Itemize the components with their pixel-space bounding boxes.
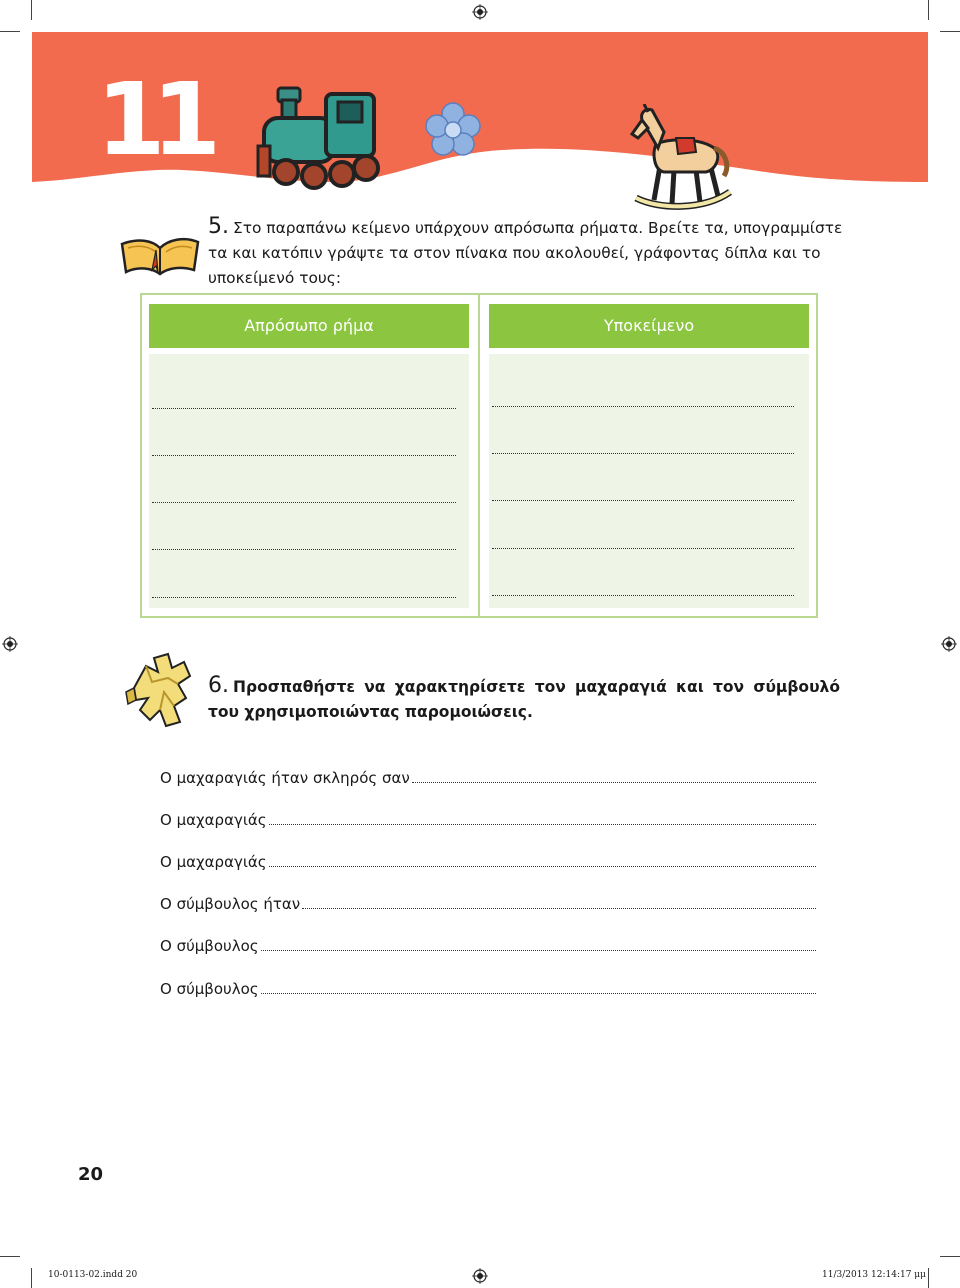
simile-sentence xyxy=(160,978,816,998)
registration-mark-icon xyxy=(472,4,488,20)
answer-line[interactable] xyxy=(412,782,816,783)
exercise-6-text: Προσπαθήστε να χαρακτηρίσετε τον μαχαραγιά και τον σύμβουλό του χρησιμοποιώντας παρομοιώσεις. xyxy=(208,678,840,721)
column-header-subject: Υποκείμενο xyxy=(489,304,809,348)
answer-line[interactable] xyxy=(492,500,794,501)
sentence-prompt: Ο μαχαραγιάς xyxy=(160,811,267,829)
exercise-5-instructions xyxy=(208,214,858,291)
chapter-number: 11 xyxy=(96,61,208,178)
column-body-subject xyxy=(489,354,809,608)
table-column-divider xyxy=(478,293,480,618)
sentence-prompt: Ο σύμβουλος xyxy=(160,980,259,998)
crop-mark xyxy=(0,31,20,32)
answer-line[interactable] xyxy=(269,824,816,825)
answer-line[interactable] xyxy=(152,597,456,598)
answer-line[interactable] xyxy=(261,993,816,994)
simile-sentence xyxy=(160,767,816,787)
simile-sentence xyxy=(160,893,816,913)
answer-line[interactable] xyxy=(492,548,794,549)
simile-sentence xyxy=(160,809,816,829)
crop-mark xyxy=(928,1268,929,1288)
crop-mark xyxy=(0,1256,20,1257)
exercise-6-number: 6. xyxy=(208,673,229,698)
toy-train-icon xyxy=(256,80,386,192)
sentence-prompt: Ο σύμβουλος xyxy=(160,937,259,955)
answer-line[interactable] xyxy=(269,866,816,867)
simile-sentence xyxy=(160,851,816,871)
exercise-5-text: Στο παραπάνω κείμενο υπάρχουν απρόσωπα ρήματα. Βρείτε τα, υπογραμμίστε τα και κατόπιν γράψτε τα στον πίνακα που ακολουθεί, γράφοντας δίπλα και το υποκείμενό τους: xyxy=(208,219,843,287)
page-number: 20 xyxy=(78,1164,104,1185)
answer-line[interactable] xyxy=(152,502,456,503)
flower-icon xyxy=(424,102,482,158)
exercise-5-number: 5. xyxy=(208,214,229,239)
column-body-impersonal-verb xyxy=(149,354,469,608)
sentence-prompt: Ο σύμβουλος ήταν xyxy=(160,895,301,913)
answer-line[interactable] xyxy=(152,408,456,409)
answer-line[interactable] xyxy=(261,950,816,951)
print-slug-file: 10-0113-02.indd 20 xyxy=(48,1270,138,1280)
print-slug-timestamp: 11/3/2013 12:14:17 μμ xyxy=(822,1270,926,1280)
crop-mark xyxy=(31,0,32,20)
puzzle-figure-icon xyxy=(124,648,202,730)
crop-mark xyxy=(940,1256,960,1257)
crop-mark xyxy=(31,1268,32,1288)
open-book-icon xyxy=(118,226,202,278)
crop-mark xyxy=(928,0,929,20)
simile-sentence xyxy=(160,935,816,955)
registration-mark-icon xyxy=(2,636,18,652)
answer-line[interactable] xyxy=(492,406,794,407)
answer-line[interactable] xyxy=(152,455,456,456)
exercise-6-instructions xyxy=(208,673,840,725)
registration-mark-icon xyxy=(941,636,957,652)
answer-line[interactable] xyxy=(152,549,456,550)
rocking-horse-icon xyxy=(630,104,734,212)
answer-line[interactable] xyxy=(492,595,794,596)
crop-mark xyxy=(940,31,960,32)
sentence-prompt: Ο μαχαραγιάς ήταν σκληρός σαν xyxy=(160,769,410,787)
sentence-prompt: Ο μαχαραγιάς xyxy=(160,853,267,871)
answer-line[interactable] xyxy=(302,908,816,909)
answer-line[interactable] xyxy=(492,453,794,454)
registration-mark-icon xyxy=(472,1268,488,1284)
column-header-impersonal-verb: Απρόσωπο ρήμα xyxy=(149,304,469,348)
